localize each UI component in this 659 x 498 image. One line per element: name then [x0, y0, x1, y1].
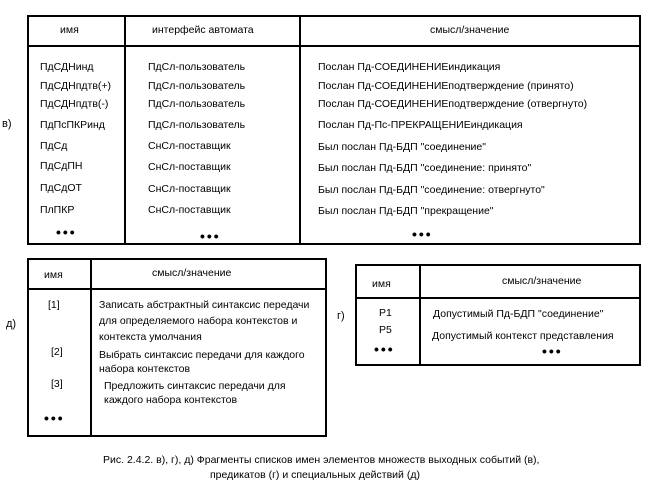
table-v-row-interface: СнСл-поставщик [148, 161, 231, 173]
table-d-ellipsis: ••• [44, 410, 65, 426]
table-v-row-meaning: Был послан Пд-БДП "соединение: принято" [318, 162, 532, 174]
table-v-header-name: имя [60, 24, 79, 36]
table-g-col-divider [419, 264, 421, 366]
table-v-row-meaning: Был послан Пд-БДП "прекращение" [318, 205, 494, 217]
table-v-row-name: ПдСДНпдтв(-) [40, 98, 109, 110]
table-d-row-line: контекста умолчания [99, 331, 202, 343]
table-v-ellipsis-meaning: ••• [412, 226, 433, 242]
table-v-row-meaning: Послан Пд-СОЕДИНЕНИЕподтверждение (отвергнуто) [318, 98, 588, 110]
table-v-row-interface: ПдСл-пользователь [148, 119, 246, 131]
table-v-row-meaning: Послан Пд-Пс-ПРЕКРАЩЕНИЕиндикация [318, 119, 523, 131]
table-d-row-line: набора контекстов [99, 363, 191, 375]
table-d-label: д) [6, 318, 17, 330]
table-v-row-interface: СнСл-поставщик [148, 183, 231, 195]
table-d-row-name: [1] [48, 299, 60, 311]
table-v-row-name: ПдПсПКРинд [40, 119, 105, 131]
table-d-header-divider [27, 288, 327, 290]
table-g-ellipsis-meaning: ••• [542, 343, 563, 359]
table-d-row-line: каждого набора контекстов [104, 394, 238, 406]
table-g-ellipsis-name: ••• [374, 341, 395, 357]
table-d-row-line: Записать абстрактный синтаксис передачи [99, 299, 310, 311]
table-d-row-line: Предложить синтаксис передачи для [104, 380, 286, 392]
table-g-row-name: P1 [379, 307, 392, 319]
table-v-header-interface: интерфейс автомата [152, 24, 254, 36]
table-v-col-divider-1 [124, 15, 126, 245]
table-v-row-name: ПлПКР [40, 204, 75, 216]
table-g-row-name: P5 [379, 324, 392, 336]
table-v-label: в) [2, 118, 12, 130]
table-v-row-interface: ПдСл-пользователь [148, 80, 246, 92]
table-g-row-meaning: Допустимый контекст представления [432, 330, 614, 342]
table-v-row-meaning: Был послан Пд-БДП "соединение: отвергнуто" [318, 184, 545, 196]
table-g-row-meaning: Допустимый Пд-БДП "соединение" [433, 308, 604, 320]
table-g-header-meaning: смысл/значение [502, 275, 582, 287]
table-v-col-divider-2 [299, 15, 301, 245]
table-g-label: г) [337, 310, 345, 322]
table-v-row-interface: СнСл-поставщик [148, 140, 231, 152]
table-v-row-interface: ПдСл-пользователь [148, 61, 246, 73]
table-v-row-meaning: Был послан Пд-БДП "соединение" [318, 141, 486, 153]
table-d-row-name: [3] [51, 378, 63, 390]
table-v-row-name: ПдСДНинд [40, 61, 94, 73]
table-d-row-line: Выбрать синтаксис передачи для каждого [99, 349, 305, 361]
table-v-ellipsis-name: ••• [56, 224, 77, 240]
table-v-row-name: ПдСдОТ [40, 182, 82, 194]
table-d-header-meaning: смысл/значение [152, 267, 232, 279]
table-v-row-interface: ПдСл-пользователь [148, 98, 246, 110]
table-v-header-divider [27, 45, 641, 47]
figure-caption-line1: Рис. 2.4.2. в), г), д) Фрагменты списков имен элементов множеств выходных событий (в), [103, 454, 540, 466]
table-v-row-interface: СнСл-поставщик [148, 204, 231, 216]
figure-caption-line2: предикатов (г) и специальных действий (д) [210, 469, 420, 481]
table-v-header-meaning: смысл/значение [430, 24, 510, 36]
table-d-frame [27, 258, 327, 437]
table-g-header-name: имя [372, 278, 391, 290]
table-d-row-name: [2] [51, 346, 63, 358]
table-d-col-divider [90, 258, 92, 437]
table-d-header-name: имя [44, 269, 63, 281]
table-v-row-meaning: Послан Пд-СОЕДИНЕНИЕподтверждение (принято) [318, 80, 574, 92]
table-v-row-name: ПдСДНпдтв(+) [40, 80, 112, 92]
table-g-header-divider [355, 297, 641, 299]
table-v-ellipsis-interface: ••• [200, 228, 221, 244]
table-v-row-name: ПдСдПН [40, 160, 83, 172]
table-v-row-name: ПдСд [40, 140, 68, 152]
table-d-row-line: для определяемого набора контекстов и [99, 315, 298, 327]
table-v-row-meaning: Послан Пд-СОЕДИНЕНИЕиндикация [318, 61, 501, 73]
